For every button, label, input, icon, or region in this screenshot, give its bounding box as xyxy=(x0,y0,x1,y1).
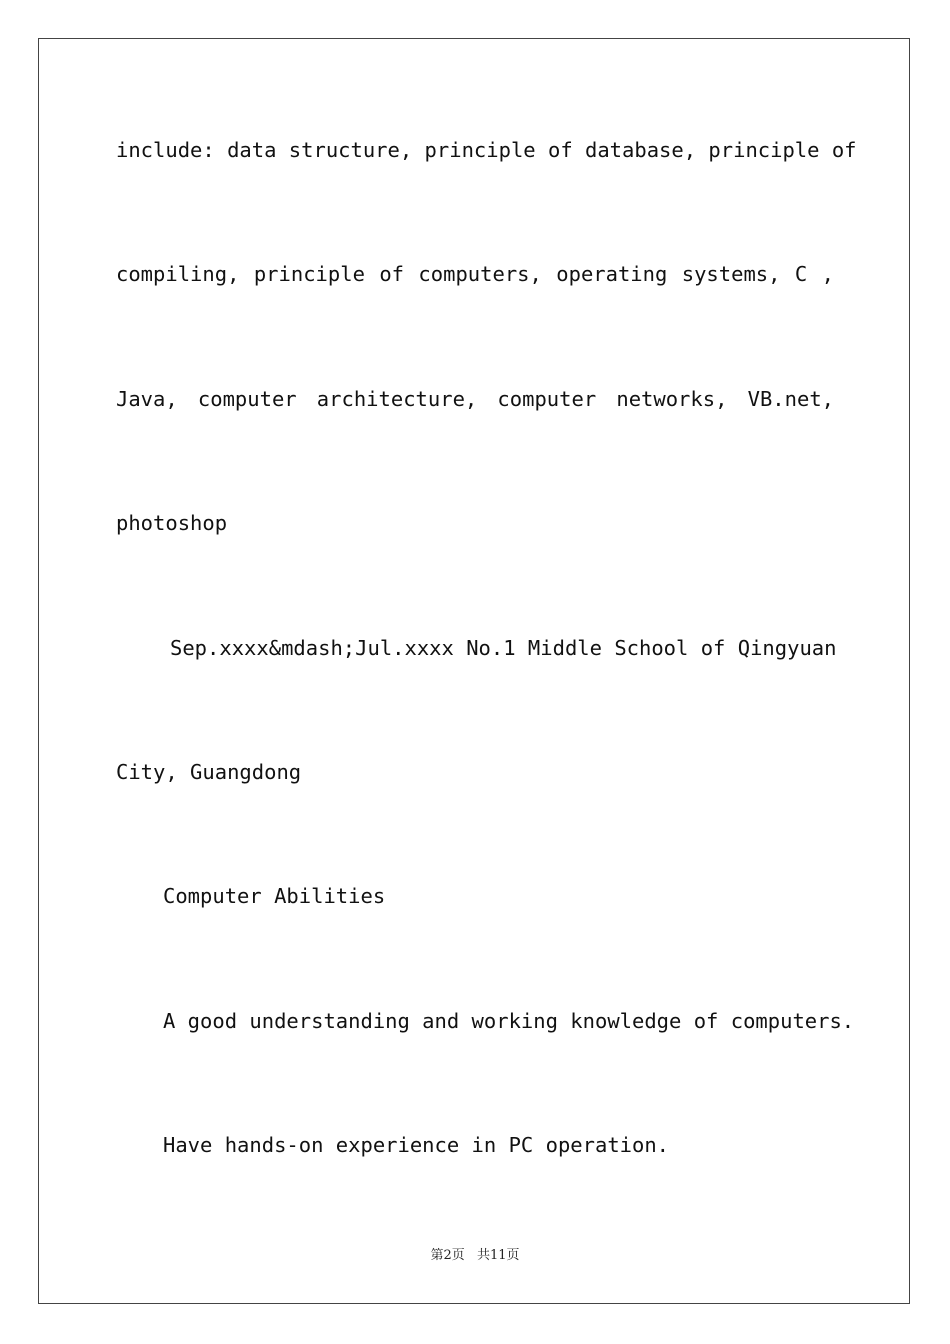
ability-line-2: Have hands-on experience in PC operation. xyxy=(163,1133,670,1157)
course-list-line-4: photoshop xyxy=(116,511,228,535)
section-heading-computer-abilities: Computer Abilities xyxy=(163,884,386,908)
education-entry-line-1: Sep.xxxx&mdash;Jul.xxxx No.1 Middle School of Qingyuan xyxy=(170,636,837,660)
course-list-line-2: compiling, principle of computers, operating systems, C , xyxy=(116,262,834,286)
page-footer xyxy=(0,1246,950,1266)
course-list-line-3: Java, computer architecture, computer networks, VB.net, xyxy=(116,387,834,411)
page-number: 第2页 xyxy=(430,1248,465,1263)
page-total: 共11页 xyxy=(476,1248,520,1263)
page-border xyxy=(38,38,910,1304)
ability-line-1: A good understanding and working knowledge of computers. xyxy=(163,1009,855,1033)
education-entry-line-2: City, Guangdong xyxy=(116,760,302,784)
course-list-line-1: include: data structure, principle of database, principle of xyxy=(116,138,857,162)
